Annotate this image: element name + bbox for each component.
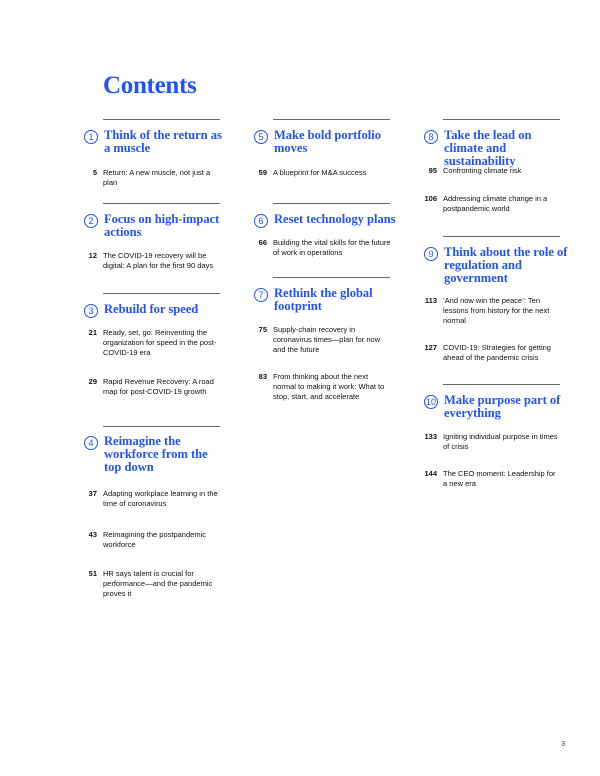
entry-page-number: 12 xyxy=(88,251,97,260)
entry-page-number: 144 xyxy=(424,469,437,478)
section-number-badge: 7 xyxy=(254,288,268,302)
toc-entry[interactable] xyxy=(424,432,568,452)
entry-title: The COVID-19 recovery will be digital: A plan for the first 90 days xyxy=(103,251,214,270)
section-divider xyxy=(443,119,560,120)
toc-entry[interactable] xyxy=(84,168,228,188)
section-divider xyxy=(103,203,220,204)
section-heading[interactable] xyxy=(84,435,228,474)
toc-entry[interactable] xyxy=(424,296,568,326)
toc-entry[interactable] xyxy=(84,489,228,509)
entry-title: A blueprint for M&A success xyxy=(273,168,367,177)
entry-page-number: 21 xyxy=(88,328,97,337)
entry-title: Confronting climate risk xyxy=(443,166,522,175)
toc-entry[interactable] xyxy=(254,325,398,355)
section-divider xyxy=(273,203,390,204)
section-heading[interactable] xyxy=(424,246,568,285)
entry-page-number: 29 xyxy=(88,377,97,386)
toc-entry[interactable] xyxy=(424,469,568,489)
section-title: Think of the return as a muscle xyxy=(104,128,222,155)
entry-page-number: 75 xyxy=(258,325,267,334)
entry-page-number: 51 xyxy=(88,569,97,578)
toc-entry[interactable] xyxy=(424,343,568,363)
entry-title: From thinking about the next normal to making it work: What to stop, start, and accelerate xyxy=(273,372,385,401)
section-title: Rethink the global footprint xyxy=(274,286,373,313)
section-heading[interactable] xyxy=(254,287,398,313)
section-divider xyxy=(273,119,390,120)
entry-page-number: 95 xyxy=(428,166,437,175)
entry-title: Adapting workplace learning in the time of coronavirus xyxy=(103,489,218,508)
page-title: Contents xyxy=(103,72,197,99)
section-number-badge: 10 xyxy=(425,397,436,407)
section-title: Think about the role of regulation and government xyxy=(444,245,568,285)
section-heading[interactable] xyxy=(84,303,228,318)
entry-page-number: 133 xyxy=(424,432,437,441)
section-divider xyxy=(443,384,560,385)
entry-title: The CEO moment: Leadership for a new era xyxy=(443,469,556,488)
entry-page-number: 66 xyxy=(258,238,267,247)
entry-page-number: 43 xyxy=(88,530,97,539)
section-number-badge: 8 xyxy=(424,130,438,144)
entry-page-number: 37 xyxy=(88,489,97,498)
section-number-badge: 6 xyxy=(254,214,268,228)
entry-page-number: 83 xyxy=(258,372,267,381)
entry-page-number: 5 xyxy=(92,168,97,177)
section-heading[interactable] xyxy=(424,129,568,168)
section-number-badge: 3 xyxy=(84,304,98,318)
entry-title: Reimagining the postpandemic workforce xyxy=(103,530,206,549)
entry-title: Addressing climate change in a postpandemic world xyxy=(443,194,548,213)
section-title: Reimagine the workforce from the top down xyxy=(104,434,208,474)
section-divider xyxy=(443,236,560,237)
toc-entry[interactable] xyxy=(424,194,568,214)
toc-entry[interactable] xyxy=(254,168,398,178)
section-title: Make bold portfolio moves xyxy=(274,128,381,155)
entry-title: Building the vital skills for the future of work in operations xyxy=(273,238,391,257)
section-number-badge: 1 xyxy=(84,130,98,144)
entry-title: Rapid Revenue Recovery: A road map for post-COVID-19 growth xyxy=(103,377,214,396)
entry-title: Supply-chain recovery in coronavirus times—plan for now and the future xyxy=(273,325,381,354)
section-divider xyxy=(103,426,220,427)
section-title: Rebuild for speed xyxy=(104,302,199,316)
section-title: Take the lead on climate and sustainability xyxy=(444,128,532,168)
entry-title: Igniting individual purpose in times of crisis xyxy=(443,432,558,451)
toc-entry[interactable] xyxy=(84,569,228,599)
entry-title: ‘And now win the peace’: Ten lessons from history for the next normal xyxy=(443,296,550,325)
entry-title: Return: A new muscle, not just a plan xyxy=(103,168,211,187)
section-heading[interactable] xyxy=(424,394,568,420)
section-divider xyxy=(103,293,220,294)
entry-title: COVID-19: Strategies for getting ahead of the pandemic crisis xyxy=(443,343,551,362)
section-number-badge: 4 xyxy=(84,436,98,450)
section-number-badge: 2 xyxy=(84,214,98,228)
toc-entry[interactable] xyxy=(424,166,568,176)
section-heading[interactable] xyxy=(84,213,228,239)
entry-page-number: 113 xyxy=(424,296,437,305)
section-number-badge: 9 xyxy=(424,247,438,261)
toc-entry[interactable] xyxy=(84,328,228,358)
section-heading[interactable] xyxy=(254,213,398,228)
toc-entry[interactable] xyxy=(254,372,398,402)
section-divider xyxy=(273,277,390,278)
section-title: Focus on high-impact actions xyxy=(104,212,220,239)
entry-page-number: 127 xyxy=(424,343,437,352)
toc-entry[interactable] xyxy=(84,530,228,550)
toc-entry[interactable] xyxy=(84,251,228,271)
page-number: 3 xyxy=(561,741,565,748)
section-heading[interactable] xyxy=(84,129,228,155)
section-divider xyxy=(103,119,220,120)
section-title: Make purpose part of everything xyxy=(444,393,561,420)
section-heading[interactable] xyxy=(254,129,398,155)
entry-page-number: 106 xyxy=(424,194,437,203)
section-number-badge: 5 xyxy=(254,130,268,144)
toc-entry[interactable] xyxy=(254,238,398,258)
entry-title: Ready, set, go: Reinventing the organization for speed in the post-COVID-19 era xyxy=(103,328,217,357)
entry-page-number: 59 xyxy=(258,168,267,177)
entry-title: HR says talent is crucial for performance—and the pandemic proves it xyxy=(103,569,213,598)
section-title: Reset technology plans xyxy=(274,212,396,226)
toc-entry[interactable] xyxy=(84,377,228,397)
